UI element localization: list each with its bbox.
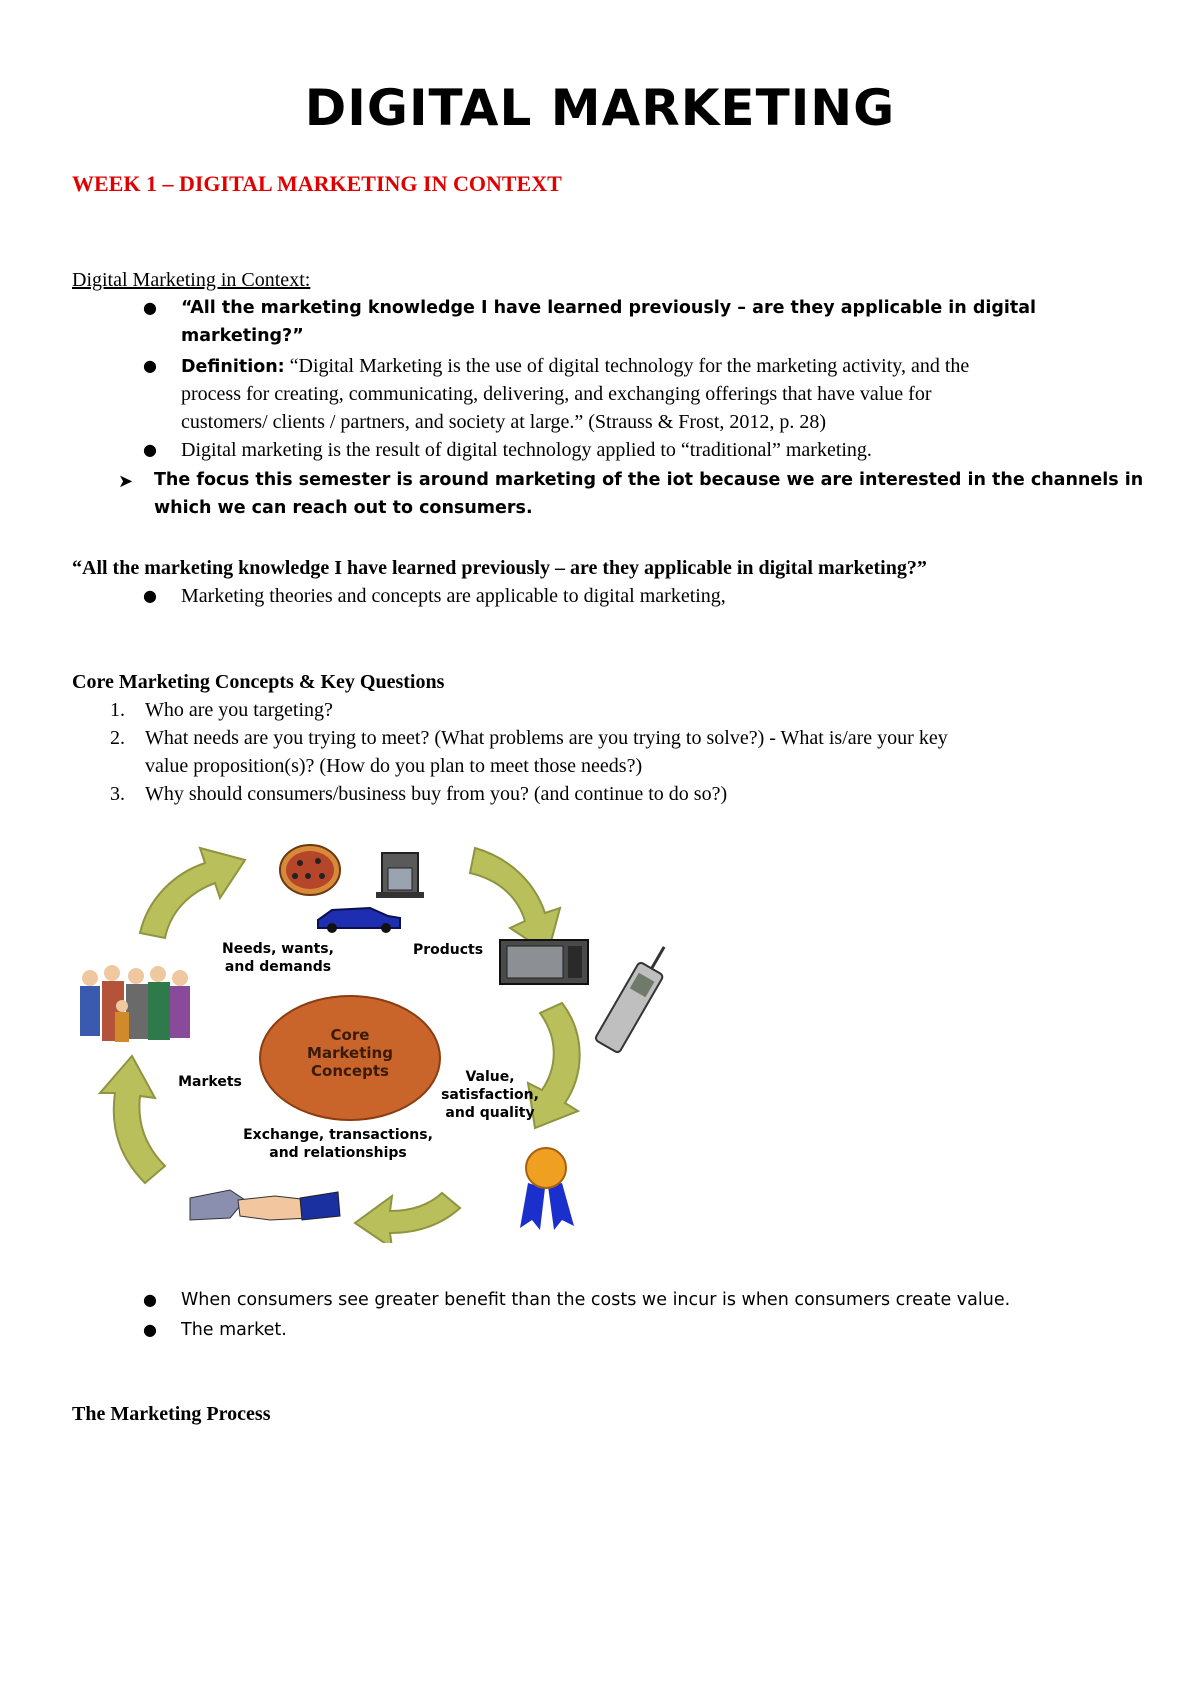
document-title: DIGITAL MARKETING	[304, 79, 896, 137]
bullet-icon: ●	[143, 586, 157, 605]
value-bullet: When consumers see greater benefit than the costs we incur is when consumers create value.	[181, 1290, 1011, 1310]
crowd-icon	[80, 965, 190, 1042]
exchange-label-line1: Exchange, transactions,	[243, 1127, 433, 1143]
cell-phone-icon	[595, 940, 677, 1054]
list-item: What needs are you trying to meet? (What problems are you trying to solve?) - What is/are your key	[145, 727, 948, 749]
list-number: 1.	[110, 699, 125, 721]
list-number: 3.	[110, 783, 125, 805]
quote-bullet-line1: “All the marketing knowledge I have learned previously – are they applicable in digital	[181, 298, 1037, 318]
arrowhead-bullet-icon: ➤	[118, 471, 134, 492]
core-marketing-concepts-diagram	[70, 828, 700, 1243]
bullet-icon: ●	[143, 298, 157, 317]
definition-line1	[181, 352, 969, 381]
list-item: Why should consumers/business buy from you? (and continue to do so?)	[145, 783, 728, 805]
focus-line2: which we can reach out to consumers.	[154, 498, 533, 518]
markets-label: Markets	[178, 1074, 242, 1090]
pizza-icon	[280, 845, 340, 895]
center-label-line3: Concepts	[311, 1062, 389, 1080]
needs-label-line1: Needs, wants,	[222, 941, 334, 957]
value-label-line2: satisfaction,	[441, 1087, 539, 1103]
bullet-icon: ●	[143, 1290, 157, 1309]
result-bullet: Digital marketing is the result of digital technology applied to “traditional” marketing.	[181, 439, 872, 461]
core-concepts-heading: Core Marketing Concepts & Key Questions	[72, 671, 445, 693]
center-label-line2: Marketing	[307, 1044, 393, 1062]
bullet-icon: ●	[143, 440, 157, 459]
definition-line2: process for creating, communicating, delivering, and exchanging offerings that have value for	[181, 383, 932, 405]
center-label-line1: Core	[330, 1026, 370, 1044]
list-item-continuation: value proposition(s)? (How do you plan to meet those needs?)	[145, 755, 643, 777]
list-item: Who are you targeting?	[145, 699, 333, 721]
section-heading-context: Digital Marketing in Context:	[72, 269, 311, 291]
bullet-icon: ●	[143, 1320, 157, 1339]
week-heading: WEEK 1 – DIGITAL MARKETING IN CONTEXT	[72, 171, 562, 196]
marketing-process-heading: The Marketing Process	[72, 1403, 271, 1425]
handshake-icon	[190, 1190, 340, 1220]
question-heading: “All the marketing knowledge I have learned previously – are they applicable in digital marketing?”	[72, 557, 927, 579]
value-label-line1: Value,	[465, 1069, 515, 1085]
coffee-maker-icon	[376, 853, 424, 898]
bullet-icon: ●	[143, 356, 157, 375]
market-bullet: The market.	[181, 1320, 287, 1340]
cycle-arrow-right	[528, 1003, 580, 1128]
focus-line1: The focus this semester is around marketing of the iot because we are interested in the channels in	[154, 470, 1144, 490]
value-label-line3: and quality	[445, 1105, 535, 1121]
cycle-arrow-top-left	[140, 848, 245, 938]
list-number: 2.	[110, 727, 125, 749]
needs-label-line2: and demands	[224, 959, 332, 975]
products-label: Products	[412, 942, 484, 958]
cycle-arrow-bottom	[355, 1193, 460, 1243]
car-icon	[318, 908, 400, 933]
cycle-arrow-left	[100, 1056, 165, 1183]
definition-line3: customers/ clients / partners, and society at large.” (Strauss & Frost, 2012, p. 28)	[181, 411, 827, 433]
answer-bullet: Marketing theories and concepts are applicable to digital marketing,	[181, 585, 726, 607]
definition-label: Definition:	[181, 357, 285, 377]
cycle-arrow-top-right	[470, 848, 560, 953]
exchange-label-line2: and relationships	[269, 1145, 407, 1161]
definition-text: “Digital Marketing is the use of digital technology for the marketing activity, and the	[284, 355, 970, 377]
award-ribbon-icon	[520, 1148, 574, 1230]
microwave-icon	[500, 940, 588, 984]
quote-bullet-line2: marketing?”	[181, 326, 304, 346]
